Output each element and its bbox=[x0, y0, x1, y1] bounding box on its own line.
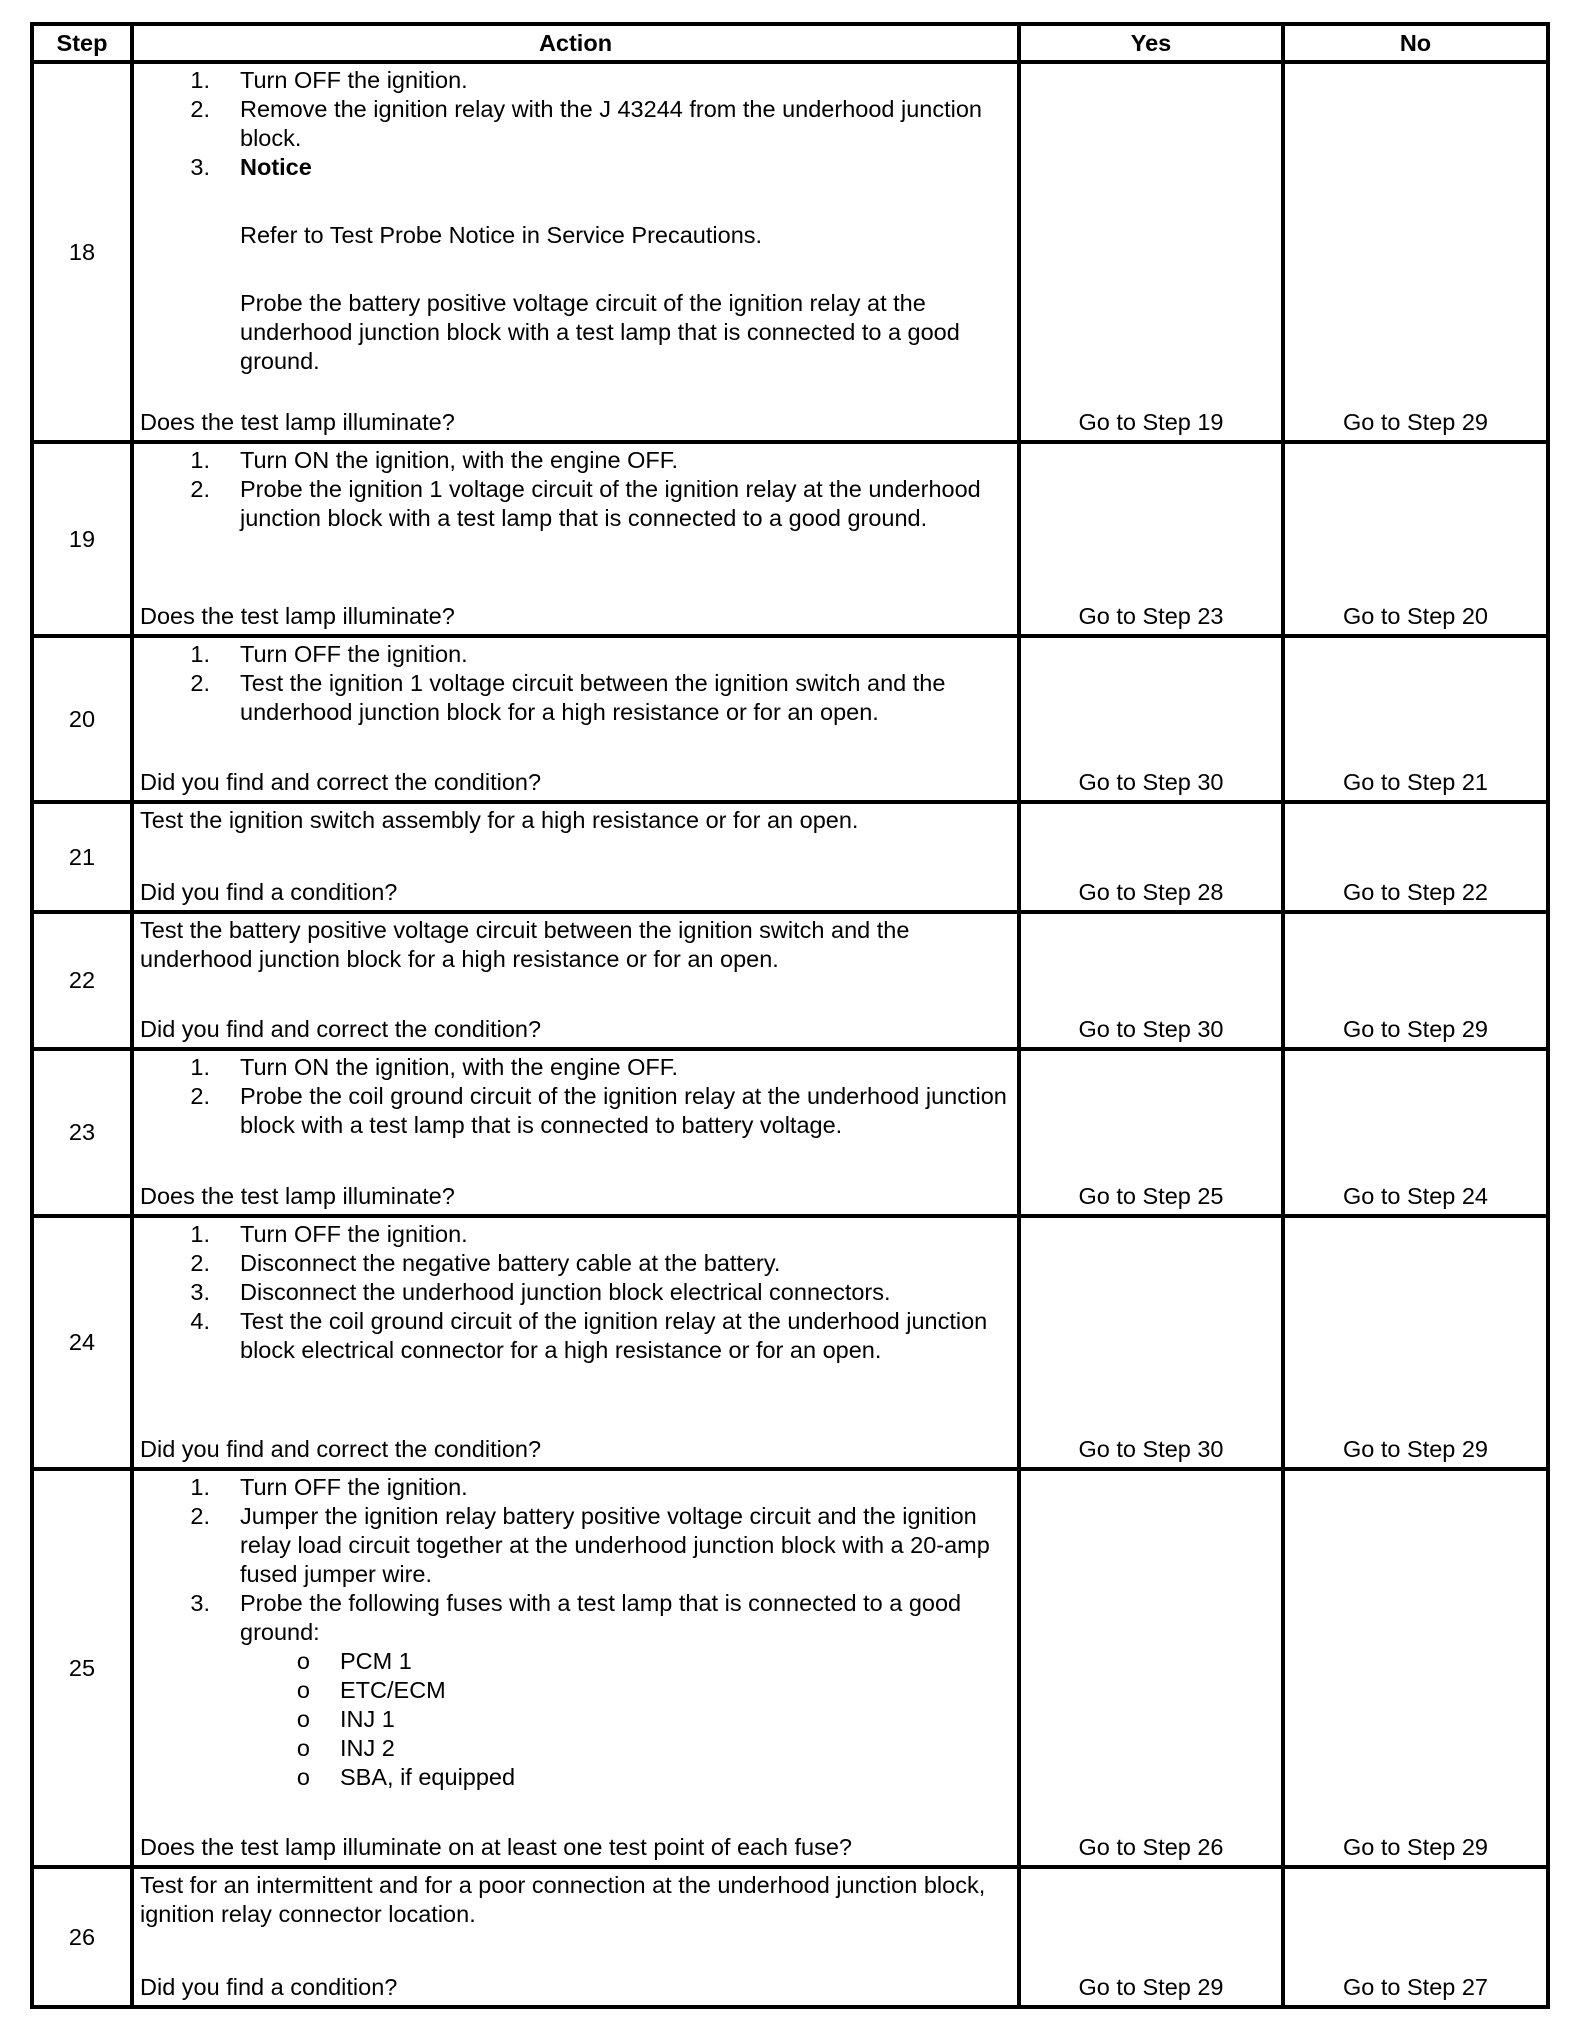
action-text: Test the battery positive voltage circuit between the ignition switch and the underhood junction block for a high resistance or for an open. bbox=[140, 917, 910, 972]
step-row bbox=[32, 1049, 1548, 1216]
action-item bbox=[140, 1220, 1011, 1249]
yes-link[interactable]: Go to Step 28 bbox=[1019, 802, 1283, 912]
action-item bbox=[140, 1589, 1011, 1792]
item-number: 1. bbox=[190, 1474, 210, 1500]
item-number: 4. bbox=[190, 1308, 210, 1334]
item-number: 2. bbox=[190, 1503, 210, 1529]
yes-link[interactable]: Go to Step 19 bbox=[1019, 62, 1283, 442]
item-text: Remove the ignition relay with the J 43244 from the underhood junction block. bbox=[240, 96, 983, 151]
action-item bbox=[140, 1249, 1011, 1278]
step-row bbox=[32, 1867, 1548, 2007]
step-number: 18 bbox=[32, 62, 132, 442]
item-text: Test the coil ground circuit of the ignition relay at the underhood junction block electrical connector for a high resistance or for an open. bbox=[240, 1308, 988, 1363]
header-step: Step bbox=[32, 24, 132, 62]
question-text: Did you find and correct the condition? bbox=[140, 1016, 542, 1042]
no-link[interactable]: Go to Step 29 bbox=[1283, 1469, 1548, 1867]
step-row bbox=[32, 636, 1548, 802]
item-text: Probe the following fuses with a test lamp that is connected to a good ground: bbox=[240, 1590, 962, 1645]
action-list bbox=[140, 640, 1011, 727]
yes-link[interactable]: Go to Step 30 bbox=[1019, 912, 1283, 1049]
item-number: 2. bbox=[190, 670, 210, 696]
header-action: Action bbox=[132, 24, 1019, 62]
no-link[interactable]: Go to Step 21 bbox=[1283, 636, 1548, 802]
item-number: 2. bbox=[190, 1250, 210, 1276]
fuse-list bbox=[240, 1647, 1011, 1792]
fuse-item bbox=[240, 1676, 1011, 1705]
action-list bbox=[140, 1220, 1011, 1365]
yes-link[interactable]: Go to Step 30 bbox=[1019, 1216, 1283, 1469]
bullet-icon: o bbox=[296, 1648, 310, 1674]
item-number: 2. bbox=[190, 476, 210, 502]
item-number: 3. bbox=[190, 154, 210, 180]
fuse-item bbox=[240, 1705, 1011, 1734]
action-item bbox=[140, 153, 1011, 376]
item-text: Disconnect the underhood junction block electrical connectors. bbox=[240, 1279, 891, 1305]
notice-title: Notice bbox=[240, 154, 312, 180]
item-text: Test the ignition 1 voltage circuit between the ignition switch and the underhood junction block for a high resistance or for an open. bbox=[240, 670, 946, 725]
question-text: Does the test lamp illuminate? bbox=[140, 409, 455, 435]
action-item bbox=[140, 475, 1011, 533]
fuse-label: INJ 2 bbox=[340, 1735, 395, 1761]
step-row bbox=[32, 802, 1548, 912]
notice-text: Refer to Test Probe Notice in Service Precautions. bbox=[240, 222, 763, 248]
action-cell bbox=[132, 1469, 1019, 1867]
action-text: Test for an intermittent and for a poor connection at the underhood junction block, ignition relay connector location. bbox=[140, 1872, 986, 1927]
yes-link[interactable]: Go to Step 26 bbox=[1019, 1469, 1283, 1867]
action-cell bbox=[132, 62, 1019, 442]
no-link[interactable]: Go to Step 22 bbox=[1283, 802, 1548, 912]
fuse-item bbox=[240, 1734, 1011, 1763]
step-row bbox=[32, 1469, 1548, 1867]
question-text: Does the test lamp illuminate? bbox=[140, 603, 455, 629]
action-item bbox=[140, 95, 1011, 153]
action-item bbox=[140, 1473, 1011, 1502]
step-row bbox=[32, 62, 1548, 442]
action-cell bbox=[132, 912, 1019, 1049]
action-list bbox=[140, 66, 1011, 376]
fuse-item bbox=[240, 1763, 1011, 1792]
yes-link[interactable]: Go to Step 30 bbox=[1019, 636, 1283, 802]
question-text: Does the test lamp illuminate? bbox=[140, 1183, 455, 1209]
item-text: Turn OFF the ignition. bbox=[240, 1221, 468, 1247]
item-text: Turn OFF the ignition. bbox=[240, 67, 468, 93]
action-list bbox=[140, 1053, 1011, 1140]
item-number: 1. bbox=[190, 1221, 210, 1247]
yes-link[interactable]: Go to Step 29 bbox=[1019, 1867, 1283, 2007]
item-text: Jumper the ignition relay battery positive voltage circuit and the ignition relay load circuit together at the underhood junction block with a 20-amp fused jumper wire. bbox=[240, 1503, 990, 1587]
item-text: Disconnect the negative battery cable at the battery. bbox=[240, 1250, 781, 1276]
fuse-label: SBA, if equipped bbox=[340, 1764, 516, 1790]
action-item bbox=[140, 1307, 1011, 1365]
item-number: 1. bbox=[190, 67, 210, 93]
step-number: 21 bbox=[32, 802, 132, 912]
item-number: 1. bbox=[190, 1054, 210, 1080]
header-row bbox=[32, 24, 1548, 62]
action-item bbox=[140, 1053, 1011, 1082]
step-number: 26 bbox=[32, 1867, 132, 2007]
fuse-item bbox=[240, 1647, 1011, 1676]
question-text: Did you find and correct the condition? bbox=[140, 769, 542, 795]
step-row bbox=[32, 1216, 1548, 1469]
item-text: Turn OFF the ignition. bbox=[240, 1474, 468, 1500]
action-list bbox=[140, 1473, 1011, 1792]
action-text: Test the ignition switch assembly for a high resistance or for an open. bbox=[140, 807, 859, 833]
item-text: Probe the ignition 1 voltage circuit of the ignition relay at the underhood junction block with a test lamp that is connected to a good ground. bbox=[240, 476, 981, 531]
action-item bbox=[140, 669, 1011, 727]
step-row bbox=[32, 442, 1548, 636]
action-cell bbox=[132, 1049, 1019, 1216]
step-number: 22 bbox=[32, 912, 132, 1049]
item-text: Probe the battery positive voltage circuit of the ignition relay at the underhood junction block with a test lamp that is connected to a good ground. bbox=[240, 290, 960, 374]
header-no: No bbox=[1283, 24, 1548, 62]
action-cell bbox=[132, 1867, 1019, 2007]
action-cell bbox=[132, 802, 1019, 912]
no-link[interactable]: Go to Step 24 bbox=[1283, 1049, 1548, 1216]
item-number: 3. bbox=[190, 1279, 210, 1305]
action-item bbox=[140, 66, 1011, 95]
item-number: 1. bbox=[190, 447, 210, 473]
diagnostic-table bbox=[30, 22, 1550, 2009]
action-cell bbox=[132, 1216, 1019, 1469]
fuse-label: INJ 1 bbox=[340, 1706, 395, 1732]
no-link[interactable]: Go to Step 29 bbox=[1283, 62, 1548, 442]
bullet-icon: o bbox=[296, 1677, 310, 1703]
step-number: 20 bbox=[32, 636, 132, 802]
action-list bbox=[140, 446, 1011, 533]
item-number: 2. bbox=[190, 1083, 210, 1109]
action-cell bbox=[132, 636, 1019, 802]
no-link[interactable]: Go to Step 29 bbox=[1283, 912, 1548, 1049]
fuse-label: PCM 1 bbox=[340, 1648, 412, 1674]
action-cell bbox=[132, 442, 1019, 636]
item-number: 2. bbox=[190, 96, 210, 122]
step-number: 25 bbox=[32, 1469, 132, 1867]
bullet-icon: o bbox=[296, 1735, 310, 1761]
no-link[interactable]: Go to Step 29 bbox=[1283, 1216, 1548, 1469]
yes-link[interactable]: Go to Step 23 bbox=[1019, 442, 1283, 636]
item-number: 3. bbox=[190, 1590, 210, 1616]
question-text: Did you find a condition? bbox=[140, 879, 398, 905]
step-number: 23 bbox=[32, 1049, 132, 1216]
fuse-label: ETC/ECM bbox=[340, 1677, 446, 1703]
bullet-icon: o bbox=[296, 1706, 310, 1732]
step-row bbox=[32, 912, 1548, 1049]
question-text: Did you find a condition? bbox=[140, 1974, 398, 2000]
action-item bbox=[140, 1502, 1011, 1589]
step-number: 24 bbox=[32, 1216, 132, 1469]
step-number: 19 bbox=[32, 442, 132, 636]
no-link[interactable]: Go to Step 27 bbox=[1283, 1867, 1548, 2007]
no-link[interactable]: Go to Step 20 bbox=[1283, 442, 1548, 636]
item-text: Turn ON the ignition, with the engine OFF. bbox=[240, 1054, 679, 1080]
action-item bbox=[140, 1082, 1011, 1140]
yes-link[interactable]: Go to Step 25 bbox=[1019, 1049, 1283, 1216]
question-text: Did you find and correct the condition? bbox=[140, 1436, 542, 1462]
header-yes: Yes bbox=[1019, 24, 1283, 62]
item-text: Turn ON the ignition, with the engine OFF. bbox=[240, 447, 679, 473]
action-item bbox=[140, 640, 1011, 669]
bullet-icon: o bbox=[296, 1764, 310, 1790]
question-text: Does the test lamp illuminate on at least one test point of each fuse? bbox=[140, 1834, 852, 1860]
item-text: Probe the coil ground circuit of the ignition relay at the underhood junction block with a test lamp that is connected to battery voltage. bbox=[240, 1083, 1007, 1138]
action-item bbox=[140, 446, 1011, 475]
item-text: Turn OFF the ignition. bbox=[240, 641, 468, 667]
item-number: 1. bbox=[190, 641, 210, 667]
action-item bbox=[140, 1278, 1011, 1307]
